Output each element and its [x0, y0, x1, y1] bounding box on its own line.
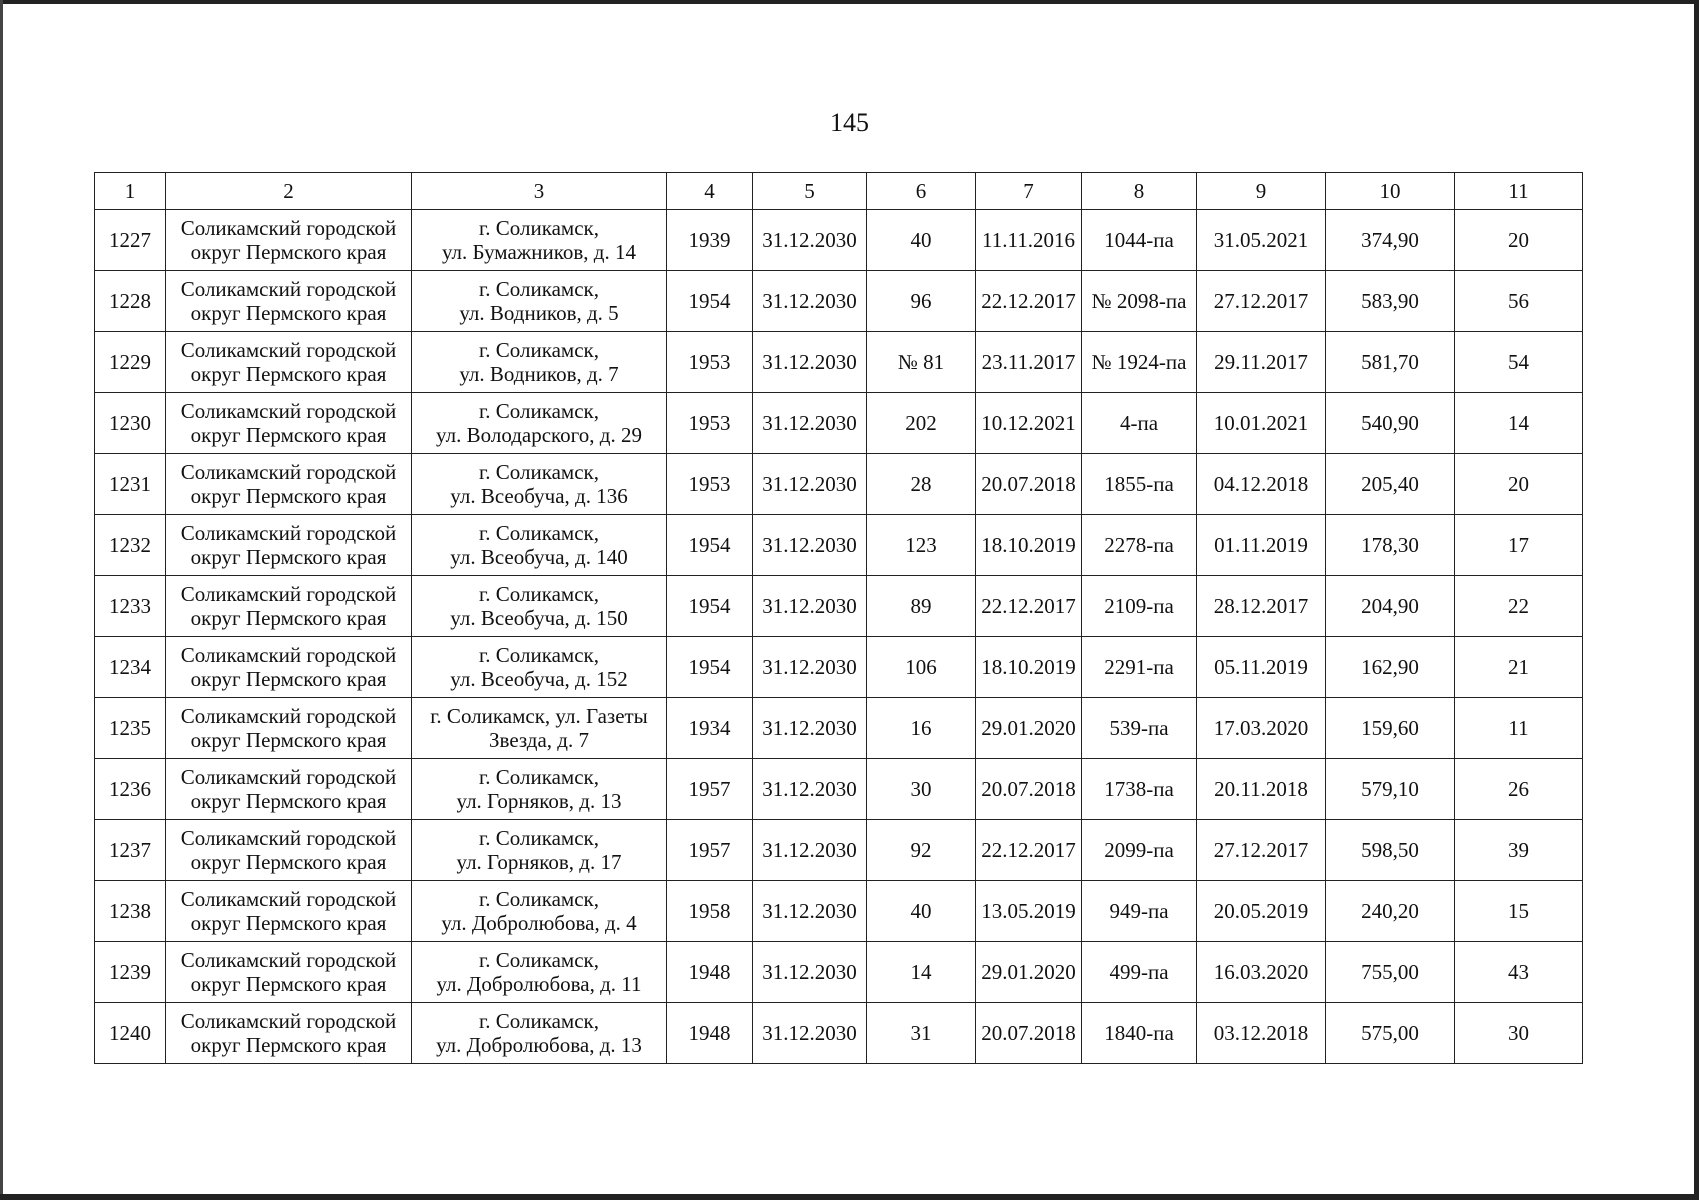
area-cell: 205,40	[1326, 454, 1455, 515]
municipality-line: округ Пермского края	[190, 545, 387, 569]
deadline-cell: 31.12.2030	[753, 393, 867, 454]
address-cell	[412, 576, 667, 637]
area-cell: 178,30	[1326, 515, 1455, 576]
residents-cell: 56	[1455, 271, 1583, 332]
deadline-cell: 31.12.2030	[753, 698, 867, 759]
doc-number-cell: 106	[867, 637, 976, 698]
doc-date-cell: 22.12.2017	[976, 820, 1082, 881]
column-header: 10	[1326, 173, 1455, 210]
table-body	[95, 173, 1583, 1064]
municipality-line: округ Пермского края	[190, 301, 387, 325]
residents-cell: 20	[1455, 210, 1583, 271]
decree-date-cell: 31.05.2021	[1197, 210, 1326, 271]
column-header: 4	[667, 173, 753, 210]
address-line: г. Соликамск, ул. Газеты	[430, 704, 648, 728]
address-cell	[412, 1003, 667, 1064]
doc-number-cell: 14	[867, 942, 976, 1003]
municipality-line: округ Пермского края	[190, 240, 387, 264]
address-line: ул. Всеобуча, д. 152	[450, 667, 628, 691]
municipality-line: Соликамский городской	[180, 277, 397, 301]
year-cell: 1954	[667, 637, 753, 698]
address-line: г. Соликамск,	[479, 643, 599, 667]
decree-number-cell: 2109-па	[1082, 576, 1197, 637]
doc-date-cell: 13.05.2019	[976, 881, 1082, 942]
address-line: г. Соликамск,	[479, 765, 599, 789]
municipality-cell	[166, 271, 412, 332]
address-line: ул. Добролюбова, д. 13	[436, 1033, 642, 1057]
doc-date-cell: 10.12.2021	[976, 393, 1082, 454]
year-cell: 1954	[667, 271, 753, 332]
address-cell	[412, 820, 667, 881]
row-number-cell: 1230	[95, 393, 166, 454]
year-cell: 1948	[667, 1003, 753, 1064]
doc-date-cell: 20.07.2018	[976, 1003, 1082, 1064]
address-line: ул. Бумажников, д. 14	[441, 240, 636, 264]
area-cell: 583,90	[1326, 271, 1455, 332]
municipality-line: округ Пермского края	[190, 362, 387, 386]
decree-date-cell: 27.12.2017	[1197, 820, 1326, 881]
year-cell: 1954	[667, 576, 753, 637]
address-cell	[412, 210, 667, 271]
address-line: г. Соликамск,	[479, 277, 599, 301]
municipality-cell	[166, 515, 412, 576]
decree-date-cell: 03.12.2018	[1197, 1003, 1326, 1064]
address-cell	[412, 759, 667, 820]
year-cell: 1934	[667, 698, 753, 759]
address-cell	[412, 515, 667, 576]
table-row	[95, 1003, 1583, 1064]
row-number-cell: 1237	[95, 820, 166, 881]
deadline-cell: 31.12.2030	[753, 454, 867, 515]
residents-cell: 26	[1455, 759, 1583, 820]
table-row	[95, 210, 1583, 271]
municipality-line: округ Пермского края	[190, 789, 387, 813]
decree-number-cell: 2099-па	[1082, 820, 1197, 881]
year-cell: 1939	[667, 210, 753, 271]
doc-number-cell: 96	[867, 271, 976, 332]
area-cell: 240,20	[1326, 881, 1455, 942]
municipality-cell	[166, 1003, 412, 1064]
column-header: 11	[1455, 173, 1583, 210]
decree-date-cell: 27.12.2017	[1197, 271, 1326, 332]
row-number-cell: 1231	[95, 454, 166, 515]
doc-date-cell: 20.07.2018	[976, 454, 1082, 515]
decree-number-cell: 1044-па	[1082, 210, 1197, 271]
municipality-cell	[166, 820, 412, 881]
decree-number-cell: 2278-па	[1082, 515, 1197, 576]
municipality-line: Соликамский городской	[180, 582, 397, 606]
address-line: г. Соликамск,	[479, 399, 599, 423]
municipality-line: Соликамский городской	[180, 460, 397, 484]
deadline-cell: 31.12.2030	[753, 637, 867, 698]
municipality-line: Соликамский городской	[180, 216, 397, 240]
year-cell: 1948	[667, 942, 753, 1003]
year-cell: 1953	[667, 332, 753, 393]
year-cell: 1957	[667, 759, 753, 820]
municipality-line: округ Пермского края	[190, 728, 387, 752]
table-row	[95, 698, 1583, 759]
housing-register-table	[94, 172, 1583, 1064]
municipality-line: Соликамский городской	[180, 948, 397, 972]
row-number-cell: 1234	[95, 637, 166, 698]
table-row	[95, 820, 1583, 881]
decree-number-cell: 4-па	[1082, 393, 1197, 454]
decree-date-cell: 20.05.2019	[1197, 881, 1326, 942]
address-cell	[412, 454, 667, 515]
column-header: 3	[412, 173, 667, 210]
address-line: ул. Всеобуча, д. 136	[450, 484, 628, 508]
address-cell	[412, 942, 667, 1003]
row-number-cell: 1239	[95, 942, 166, 1003]
municipality-line: округ Пермского края	[190, 911, 387, 935]
row-number-cell: 1228	[95, 271, 166, 332]
decree-number-cell: 1855-па	[1082, 454, 1197, 515]
column-header: 8	[1082, 173, 1197, 210]
residents-cell: 15	[1455, 881, 1583, 942]
residents-cell: 54	[1455, 332, 1583, 393]
residents-cell: 20	[1455, 454, 1583, 515]
doc-date-cell: 18.10.2019	[976, 637, 1082, 698]
table-row	[95, 881, 1583, 942]
year-cell: 1958	[667, 881, 753, 942]
doc-date-cell: 29.01.2020	[976, 942, 1082, 1003]
row-number-cell: 1229	[95, 332, 166, 393]
area-cell: 575,00	[1326, 1003, 1455, 1064]
residents-cell: 21	[1455, 637, 1583, 698]
decree-date-cell: 04.12.2018	[1197, 454, 1326, 515]
row-number-cell: 1232	[95, 515, 166, 576]
scan-border-bottom	[0, 1194, 1699, 1200]
table-row	[95, 393, 1583, 454]
municipality-cell	[166, 393, 412, 454]
address-cell	[412, 637, 667, 698]
address-cell	[412, 698, 667, 759]
municipality-cell	[166, 698, 412, 759]
decree-number-cell: 499-па	[1082, 942, 1197, 1003]
address-line: ул. Горняков, д. 13	[456, 789, 622, 813]
address-line: ул. Всеобуча, д. 150	[450, 606, 628, 630]
residents-cell: 39	[1455, 820, 1583, 881]
municipality-cell	[166, 942, 412, 1003]
doc-date-cell: 20.07.2018	[976, 759, 1082, 820]
doc-number-cell: 16	[867, 698, 976, 759]
row-number-cell: 1233	[95, 576, 166, 637]
scan-border-right	[1694, 0, 1699, 1200]
municipality-line: Соликамский городской	[180, 643, 397, 667]
municipality-line: Соликамский городской	[180, 399, 397, 423]
address-cell	[412, 271, 667, 332]
address-line: г. Соликамск,	[479, 521, 599, 545]
page-number: 145	[830, 108, 869, 137]
decree-date-cell: 29.11.2017	[1197, 332, 1326, 393]
decree-number-cell: № 2098-па	[1082, 271, 1197, 332]
address-line: ул. Водников, д. 5	[459, 301, 619, 325]
address-line: Звезда, д. 7	[489, 728, 589, 752]
doc-date-cell: 18.10.2019	[976, 515, 1082, 576]
municipality-line: Соликамский городской	[180, 338, 397, 362]
address-line: ул. Водников, д. 7	[459, 362, 619, 386]
row-number-cell: 1238	[95, 881, 166, 942]
municipality-line: округ Пермского края	[190, 667, 387, 691]
address-line: г. Соликамск,	[479, 338, 599, 362]
residents-cell: 30	[1455, 1003, 1583, 1064]
address-line: ул. Добролюбова, д. 11	[436, 972, 642, 996]
table-row	[95, 515, 1583, 576]
decree-date-cell: 20.11.2018	[1197, 759, 1326, 820]
area-cell: 540,90	[1326, 393, 1455, 454]
deadline-cell: 31.12.2030	[753, 332, 867, 393]
address-cell	[412, 393, 667, 454]
area-cell: 162,90	[1326, 637, 1455, 698]
row-number-cell: 1227	[95, 210, 166, 271]
address-line: ул. Добролюбова, д. 4	[441, 911, 637, 935]
municipality-line: округ Пермского края	[190, 423, 387, 447]
deadline-cell: 31.12.2030	[753, 820, 867, 881]
table-header-row	[95, 173, 1583, 210]
municipality-cell	[166, 576, 412, 637]
address-line: г. Соликамск,	[479, 826, 599, 850]
doc-number-cell: 92	[867, 820, 976, 881]
doc-number-cell: 202	[867, 393, 976, 454]
area-cell: 598,50	[1326, 820, 1455, 881]
doc-number-cell: 40	[867, 881, 976, 942]
decree-number-cell: 1738-па	[1082, 759, 1197, 820]
doc-date-cell: 22.12.2017	[976, 576, 1082, 637]
residents-cell: 14	[1455, 393, 1583, 454]
doc-date-cell: 29.01.2020	[976, 698, 1082, 759]
residents-cell: 11	[1455, 698, 1583, 759]
decree-number-cell: 539-па	[1082, 698, 1197, 759]
year-cell: 1953	[667, 393, 753, 454]
year-cell: 1957	[667, 820, 753, 881]
residents-cell: 22	[1455, 576, 1583, 637]
deadline-cell: 31.12.2030	[753, 576, 867, 637]
doc-number-cell: № 81	[867, 332, 976, 393]
municipality-cell	[166, 210, 412, 271]
scan-border-left	[0, 0, 3, 1200]
address-line: г. Соликамск,	[479, 948, 599, 972]
decree-number-cell: № 1924-па	[1082, 332, 1197, 393]
column-header: 1	[95, 173, 166, 210]
decree-number-cell: 949-па	[1082, 881, 1197, 942]
deadline-cell: 31.12.2030	[753, 271, 867, 332]
municipality-line: округ Пермского края	[190, 1033, 387, 1057]
decree-date-cell: 01.11.2019	[1197, 515, 1326, 576]
area-cell: 581,70	[1326, 332, 1455, 393]
municipality-line: округ Пермского края	[190, 972, 387, 996]
municipality-line: округ Пермского края	[190, 606, 387, 630]
deadline-cell: 31.12.2030	[753, 942, 867, 1003]
row-number-cell: 1236	[95, 759, 166, 820]
column-header: 5	[753, 173, 867, 210]
doc-date-cell: 22.12.2017	[976, 271, 1082, 332]
residents-cell: 43	[1455, 942, 1583, 1003]
municipality-cell	[166, 332, 412, 393]
area-cell: 374,90	[1326, 210, 1455, 271]
area-cell: 159,60	[1326, 698, 1455, 759]
municipality-cell	[166, 637, 412, 698]
doc-number-cell: 40	[867, 210, 976, 271]
deadline-cell: 31.12.2030	[753, 515, 867, 576]
table-row	[95, 759, 1583, 820]
decree-date-cell: 16.03.2020	[1197, 942, 1326, 1003]
table-row	[95, 271, 1583, 332]
deadline-cell: 31.12.2030	[753, 210, 867, 271]
area-cell: 579,10	[1326, 759, 1455, 820]
row-number-cell: 1240	[95, 1003, 166, 1064]
scan-border-top	[0, 0, 1699, 4]
municipality-cell	[166, 454, 412, 515]
address-line: ул. Всеобуча, д. 140	[450, 545, 628, 569]
municipality-line: округ Пермского края	[190, 850, 387, 874]
doc-date-cell: 23.11.2017	[976, 332, 1082, 393]
residents-cell: 17	[1455, 515, 1583, 576]
decree-date-cell: 10.01.2021	[1197, 393, 1326, 454]
address-line: ул. Володарского, д. 29	[436, 423, 642, 447]
table-row	[95, 332, 1583, 393]
decree-date-cell: 28.12.2017	[1197, 576, 1326, 637]
column-header: 7	[976, 173, 1082, 210]
deadline-cell: 31.12.2030	[753, 759, 867, 820]
decree-number-cell: 1840-па	[1082, 1003, 1197, 1064]
deadline-cell: 31.12.2030	[753, 881, 867, 942]
address-line: ул. Горняков, д. 17	[456, 850, 622, 874]
municipality-line: Соликамский городской	[180, 1009, 397, 1033]
municipality-line: Соликамский городской	[180, 765, 397, 789]
municipality-cell	[166, 759, 412, 820]
municipality-cell	[166, 881, 412, 942]
municipality-line: Соликамский городской	[180, 704, 397, 728]
doc-number-cell: 31	[867, 1003, 976, 1064]
doc-number-cell: 30	[867, 759, 976, 820]
address-line: г. Соликамск,	[479, 1009, 599, 1033]
doc-number-cell: 123	[867, 515, 976, 576]
row-number-cell: 1235	[95, 698, 166, 759]
table-row	[95, 454, 1583, 515]
doc-number-cell: 28	[867, 454, 976, 515]
address-line: г. Соликамск,	[479, 460, 599, 484]
table-row	[95, 942, 1583, 1003]
decree-date-cell: 05.11.2019	[1197, 637, 1326, 698]
address-cell	[412, 332, 667, 393]
column-header: 9	[1197, 173, 1326, 210]
municipality-line: Соликамский городской	[180, 826, 397, 850]
address-line: г. Соликамск,	[479, 582, 599, 606]
municipality-line: Соликамский городской	[180, 521, 397, 545]
decree-date-cell: 17.03.2020	[1197, 698, 1326, 759]
municipality-line: округ Пермского края	[190, 484, 387, 508]
doc-number-cell: 89	[867, 576, 976, 637]
address-line: г. Соликамск,	[479, 216, 599, 240]
column-header: 6	[867, 173, 976, 210]
address-line: г. Соликамск,	[479, 887, 599, 911]
decree-number-cell: 2291-па	[1082, 637, 1197, 698]
column-header: 2	[166, 173, 412, 210]
table-row	[95, 576, 1583, 637]
table-row	[95, 637, 1583, 698]
deadline-cell: 31.12.2030	[753, 1003, 867, 1064]
year-cell: 1953	[667, 454, 753, 515]
municipality-line: Соликамский городской	[180, 887, 397, 911]
area-cell: 204,90	[1326, 576, 1455, 637]
doc-date-cell: 11.11.2016	[976, 210, 1082, 271]
year-cell: 1954	[667, 515, 753, 576]
address-cell	[412, 881, 667, 942]
area-cell: 755,00	[1326, 942, 1455, 1003]
